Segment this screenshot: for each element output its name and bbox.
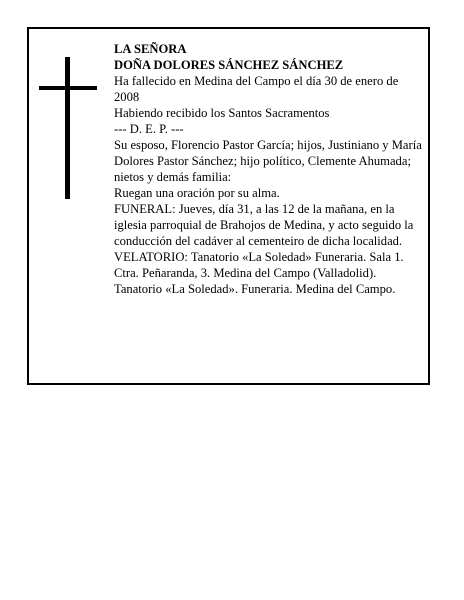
cross-vertical-bar (65, 57, 70, 199)
family-line: Su esposo, Florencio Pastor García; hijos, Justiniano y María Dolores Pastor Sánchez; hijo político, Clemente Ahumada; nietos y demás familia: (114, 138, 422, 184)
cross-icon (39, 57, 97, 199)
death-announcement: Ha fallecido en Medina del Campo el día 30 de enero de 2008 (114, 74, 399, 104)
cross-horizontal-bar (39, 86, 97, 90)
notice-text (114, 41, 426, 297)
wake-details: VELATORIO: Tanatorio «La Soledad» Funeraria. Sala 1. Ctra. Peñaranda, 3. Medina del Campo (Valladolid). (114, 250, 404, 280)
sacraments-line: Habiendo recibido los Santos Sacramentos (114, 106, 330, 120)
obituary-notice (27, 27, 430, 385)
notice-title: LA SEÑORA (114, 42, 187, 56)
deceased-name: DOÑA DOLORES SÁNCHEZ SÁNCHEZ (114, 58, 344, 72)
prayer-line: Ruegan una oración por su alma. (114, 186, 280, 200)
funeral-home-line: Tanatorio «La Soledad». Funeraria. Medina del Campo. (114, 282, 396, 296)
rip-line: --- D. E. P. --- (114, 122, 184, 136)
funeral-details: FUNERAL: Jueves, día 31, a las 12 de la mañana, en la iglesia parroquial de Brahojos de Medina, y acto seguido la conducción del cadáver al cementeiro de dicha localidad. (114, 202, 414, 248)
